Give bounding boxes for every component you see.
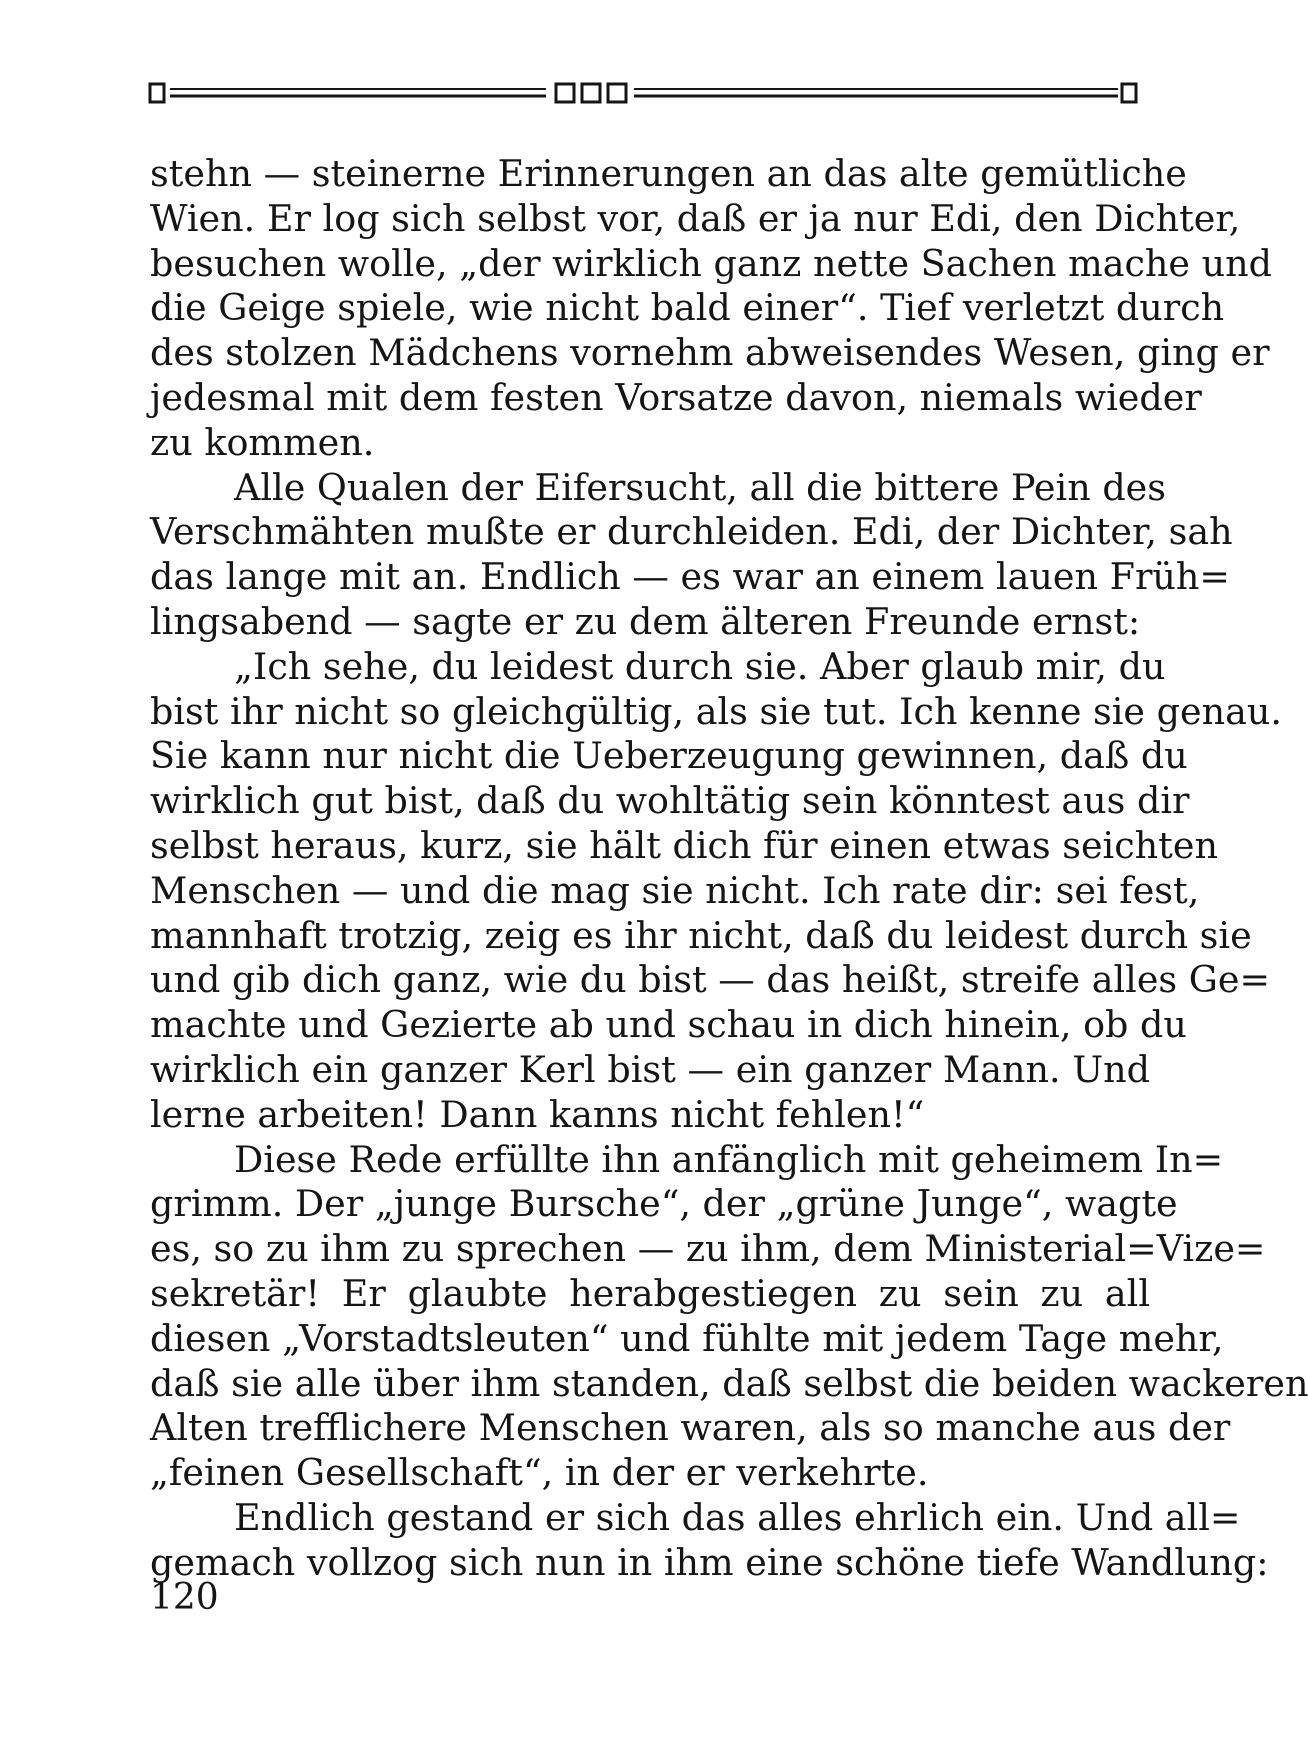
text-line: gemach vollzog sich nun in ihm eine schöne tiefe Wandlung: — [150, 1540, 1269, 1584]
text-line: „feinen Gesellschaft“, in der er verkehrte. — [150, 1451, 929, 1495]
text-line: Wien. Er log sich selbst vor, daß er ja nur Edi, den Dichter, — [150, 196, 1241, 240]
text-line: „Ich sehe, du leidest durch sie. Aber glaub mir, du — [234, 644, 1166, 688]
text-line: des stolzen Mädchens vornehm abweisendes Wesen, ging er — [150, 331, 1270, 375]
text-line: wirklich ein ganzer Kerl bist — ein ganzer Mann. Und — [150, 1047, 1150, 1091]
text-line: wirklich gut bist, daß du wohltätig sein könntest aus dir — [150, 779, 1190, 823]
text-line: die Geige spiele, wie nicht bald einer“. Tief verletzt durch — [150, 286, 1225, 330]
text-line: bist ihr nicht so gleichgültig, als sie tut. Ich kenne sie genau. — [150, 689, 1282, 733]
text-line: Diese Rede erfüllte ihn anfänglich mit geheimem In= — [234, 1137, 1224, 1181]
body-text — [150, 152, 1308, 1586]
text-line: besuchen wolle, „der wirklich ganz nette Sachen mache und — [150, 241, 1272, 285]
text-line: diesen „Vorstadtsleuten“ und fühlte mit jedem Tage mehr, — [150, 1316, 1224, 1360]
text-line: Alten trefflichere Menschen waren, als so manche aus der — [150, 1406, 1231, 1450]
text-line: lingsabend — sagte er zu dem älteren Freunde ernst: — [150, 599, 1141, 643]
text-line: Verschmähten mußte er durchleiden. Edi, der Dichter, sah — [150, 510, 1233, 554]
text-line: lerne arbeiten! Dann kanns nicht fehlen!“ — [150, 1092, 925, 1136]
text-line: Sie kann nur nicht die Ueberzeugung gewinnen, daß du — [150, 734, 1188, 778]
paragraph-2 — [150, 465, 1233, 645]
text-line: zu kommen. — [150, 420, 375, 464]
text-line: Menschen — und die mag sie nicht. Ich rate dir: sei fest, — [150, 868, 1200, 912]
text-line: das lange mit an. Endlich — es war an einem lauen Früh= — [150, 555, 1230, 599]
paragraph-4 — [150, 1137, 1308, 1496]
paragraph-3 — [150, 644, 1282, 1138]
header-ornament — [148, 80, 1140, 110]
text-line: mannhaft trotzig, zeig es ihr nicht, daß du leidest durch sie — [150, 913, 1252, 957]
paragraph-5 — [150, 1495, 1269, 1586]
text-line: stehn — steinerne Erinnerungen an das alte gemütliche — [150, 152, 1187, 195]
text-line: machte und Gezierte ab und schau in dich hinein, ob du — [150, 1003, 1187, 1047]
text-line: grimm. Der „junge Bursche“, der „grüne Junge“, wagte — [150, 1182, 1178, 1226]
text-line: und gib dich ganz, wie du bist — das heißt, streife alles Ge= — [150, 958, 1271, 1002]
text-line: Endlich gestand er sich das alles ehrlich ein. Und all= — [234, 1495, 1241, 1539]
text-line: jedesmal mit dem festen Vorsatze davon, niemals wieder — [150, 375, 1202, 419]
text-line: es, so zu ihm zu sprechen — zu ihm, dem Ministerial=Vize= — [150, 1227, 1266, 1271]
text-line: selbst heraus, kurz, sie hält dich für einen etwas seichten — [150, 823, 1218, 867]
text-line: sekretär! Er glaubte herabgestiegen zu sein zu all — [150, 1271, 1150, 1315]
paragraph-1 — [150, 152, 1272, 466]
text-line: Alle Qualen der Eifersucht, all die bittere Pein des — [234, 465, 1167, 509]
text-line: daß sie alle über ihm standen, daß selbst die beiden wackeren — [150, 1361, 1308, 1405]
page-number: 120 — [150, 1577, 219, 1618]
